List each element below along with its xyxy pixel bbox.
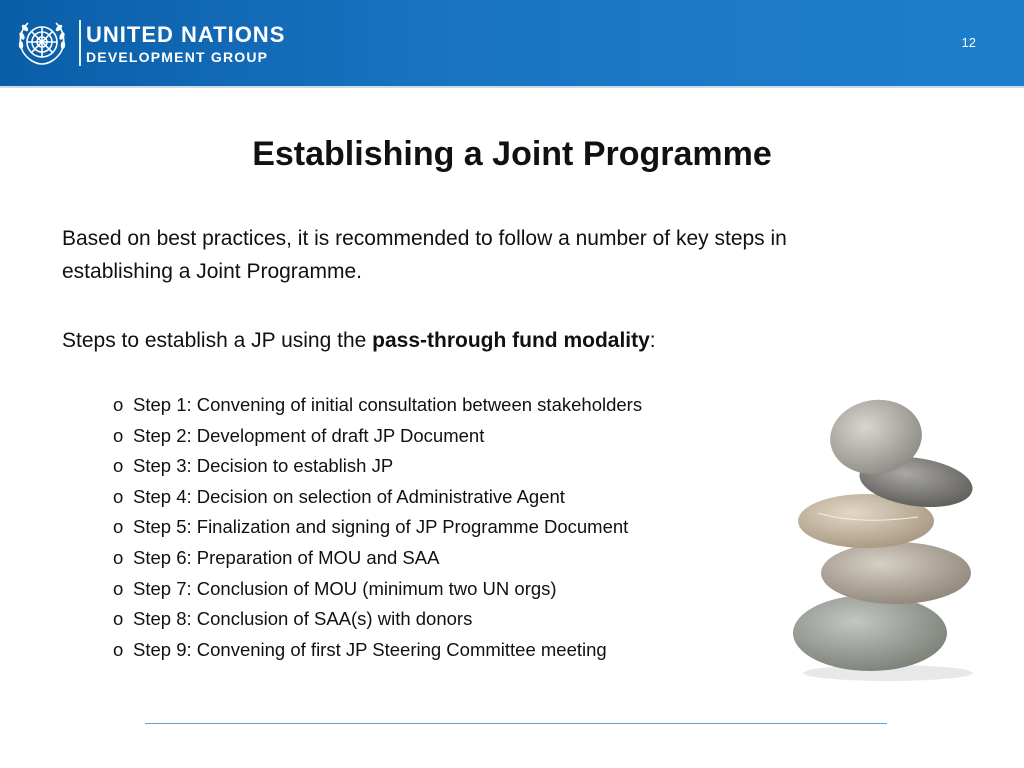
bullet-icon: o <box>113 455 124 477</box>
list-item <box>113 635 642 666</box>
step-text: Step 7: Conclusion of MOU (minimum two UN orgs) <box>133 577 557 599</box>
step-text: Step 3: Decision to establish JP <box>133 455 394 477</box>
stone-bottom <box>793 595 947 671</box>
step-text: Step 6: Preparation of MOU and SAA <box>133 546 440 568</box>
list-item <box>113 482 642 513</box>
org-name-line2: DEVELOPMENT GROUP <box>86 49 269 65</box>
step-text: Step 9: Convening of first JP Steering Committee meeting <box>133 638 607 660</box>
intro-paragraph: Based on best practices, it is recommended to follow a number of key steps in establishing a Joint Programme. <box>62 227 787 283</box>
step-text: Step 8: Conclusion of SAA(s) with donors <box>133 608 473 630</box>
list-item <box>113 543 642 574</box>
list-item <box>113 451 642 482</box>
list-item <box>113 512 642 543</box>
un-emblem-icon <box>14 16 70 70</box>
steps-intro <box>62 324 852 357</box>
steps-intro-suffix: : <box>649 329 656 352</box>
bullet-icon: o <box>113 608 124 630</box>
steps-list <box>113 390 642 665</box>
bullet-icon: o <box>113 485 124 507</box>
step-text: Step 5: Finalization and signing of JP Programme Document <box>133 516 629 538</box>
list-item <box>113 421 642 452</box>
bullet-icon: o <box>113 546 124 568</box>
bullet-icon: o <box>113 638 124 660</box>
list-item <box>113 574 642 605</box>
logo-divider <box>79 20 81 66</box>
list-item <box>113 604 642 635</box>
bullet-icon: o <box>113 577 124 599</box>
bullet-icon: o <box>113 394 124 415</box>
stone-fourth <box>821 542 971 604</box>
steps-intro-emphasis: pass-through fund modality <box>372 329 650 352</box>
step-text: Step 4: Decision on selection of Administrative Agent <box>133 485 565 507</box>
org-name-line1: UNITED NATIONS <box>86 22 286 47</box>
list-item <box>113 390 642 421</box>
bullet-icon: o <box>113 424 124 446</box>
slide-number: 12 <box>961 35 976 50</box>
header-banner <box>0 0 1024 86</box>
steps-intro-prefix: Steps to establish a JP using the <box>62 329 373 352</box>
step-text: Step 1: Convening of initial consultation between stakeholders <box>133 394 643 415</box>
slide-title: Establishing a Joint Programme <box>252 135 772 173</box>
footer-divider <box>145 723 887 724</box>
stacked-stones-image <box>788 385 988 685</box>
header-divider <box>0 86 1024 88</box>
step-text: Step 2: Development of draft JP Document <box>133 424 485 446</box>
bullet-icon: o <box>113 516 124 538</box>
org-logo-text <box>86 24 285 66</box>
